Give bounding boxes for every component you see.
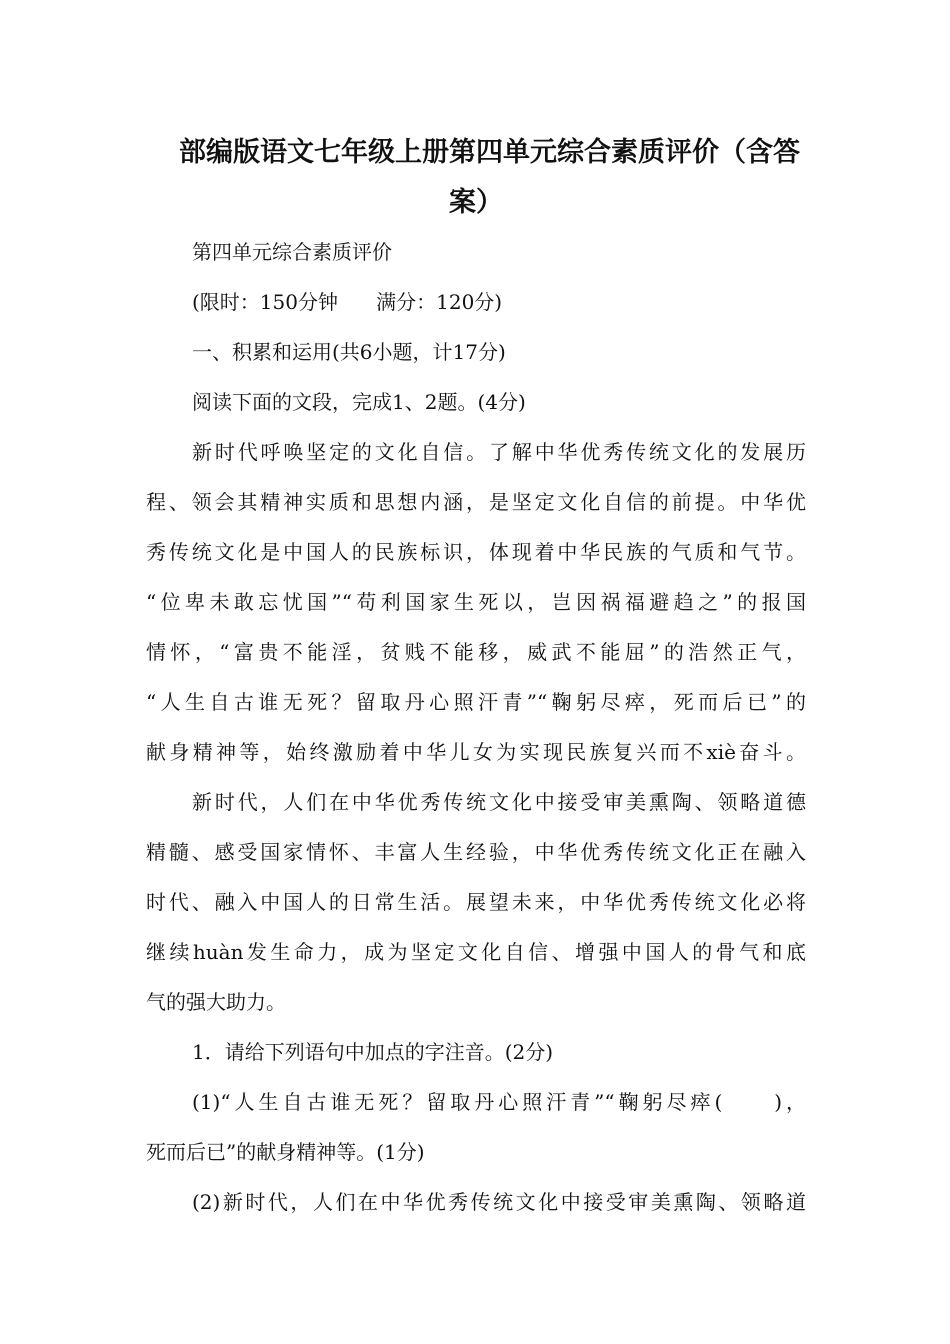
question-1-2: (2)新时代，人们在中华优秀传统文化中接受审美熏陶、领略道 [192, 1190, 806, 1214]
paragraph-1-line: “人生自古谁无死？留取丹心照汗青”“鞠躬尽瘁，死而后已”的 [146, 690, 806, 714]
paragraph-1-line: 献身精神等，始终激励着中华儿女为实现民族复兴而不xiè奋斗。 [146, 740, 806, 764]
paragraph-2-line: 继续huàn发生命力，成为坚定文化自信、增强中国人的骨气和底 [146, 940, 806, 964]
part-one-heading: 一、积累和运用(共6小题，计17分) [192, 340, 506, 364]
paragraph-2-line: 精髓、感受国家情怀、丰富人生经验，中华优秀传统文化正在融入 [146, 840, 806, 864]
paragraph-1-line: 新时代呼唤坚定的文化自信。了解中华优秀传统文化的发展历 [192, 440, 806, 464]
title-line-1: 部编版语文七年级上册第四单元综合素质评价（含答 [179, 137, 800, 168]
time-score-limits: (限时：150分钟 满分：120分) [192, 290, 503, 314]
paragraph-2-line: 气的强大助力。 [146, 990, 286, 1014]
paragraph-1-line: 情怀，“富贵不能淫，贫贱不能移，威武不能屈”的浩然正气， [146, 640, 806, 664]
paragraph-1-line: 秀传统文化是中国人的民族标识，体现着中华民族的气质和气节。 [146, 540, 806, 564]
paragraph-2-line: 时代、融入中国人的日常生活。展望未来，中华优秀传统文化必将 [146, 890, 806, 914]
title-line-2: 案） [449, 187, 503, 218]
paragraph-1-line: 程、领会其精神实质和思想内涵，是坚定文化自信的前提。中华优 [146, 490, 806, 514]
paragraph-1-line: “位卑未敢忘忧国”“苟利国家生死以，岂因祸福避趋之”的报国 [146, 590, 806, 614]
section-heading: 第四单元综合素质评价 [192, 240, 392, 264]
question-1: 1．请给下列语句中加点的字注音。(2分) [192, 1040, 554, 1064]
question-1-1: (1)“人生自古谁无死？留取丹心照汗青”“鞠躬尽瘁( )， [192, 1090, 806, 1114]
document-title [146, 128, 806, 228]
paragraph-2-line: 新时代，人们在中华优秀传统文化中接受审美熏陶、领略道德 [192, 790, 806, 814]
question-1-1-continued: 死而后已”的献身精神等。(1分) [146, 1140, 425, 1164]
reading-instruction: 阅读下面的文段，完成1、2题。(4分) [192, 390, 526, 414]
